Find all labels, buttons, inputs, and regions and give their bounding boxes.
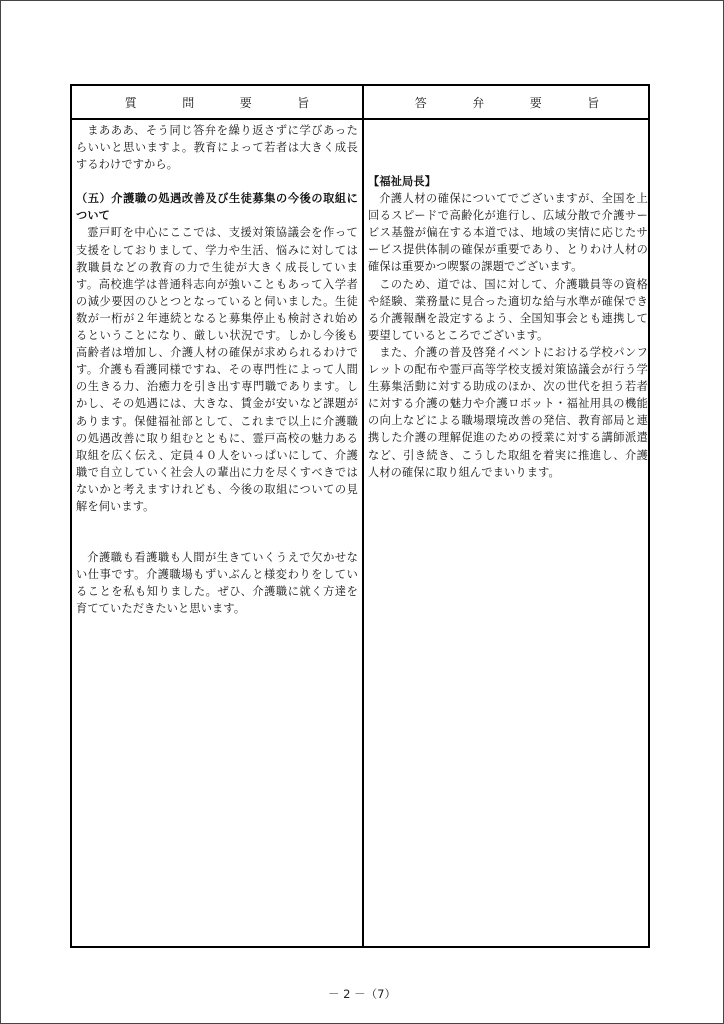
page-number: － 2 －（7） xyxy=(328,987,396,1001)
header-char: 答 xyxy=(414,95,427,110)
header-answer-summary xyxy=(392,86,622,118)
header-char: 問 xyxy=(182,95,195,110)
header-char: 要 xyxy=(529,95,542,110)
question-paragraph: 霊戸町を中心にここでは、支援対策協議会を作って支援をしておりまして、学力や生活、悩みに対しては教職員などの教育の力で生徒が大きく成長しています。高校進学は普通科志向が強いこともあって入学者の減少要因のひとつとなっていると伺いました。生徒数が一桁が２年連続となると募集停止も検討され始めるということになり、厳しい状況です。しかし今後も高齢者は増加し、介護人材の確保が求められるわけです。介護も看護同様ですね、その専門性によって人間の生きる力、治癒力を引き出す専門職であります。しかし、その処遇には、大きな、賃金が安いなど課題があります。保健福祉部として、これまで以上に介護職の処遇改善に取り組むとともに、霊戸高校の魅力ある取組を広く伝え、定員４０人をいっぱいにして、介護職で自立していく社会人の輩出に力を尽くすべきではないかと考えますけれども、今後の取組についての見解を伺います。 xyxy=(76,226,358,513)
header-char: 旨 xyxy=(587,95,600,110)
answer-heading: 【福祉局長】 xyxy=(368,175,437,188)
answer-paragraph: また、介護の普及啓発イベントにおける学校パンフレットの配布や霊戸高等学校支援対策協議会が行う学生募集活動に対する助成のほか、次の世代を担う若者に対する介護の魅力や介護ロボット・福祉用具の機能の向上などによる職場環境改善の発信、教育部局と連携した介護の理解促進のための授業に対する講師派遣など、引き続き、こうした取組を着実に推進し、介護人材の確保に取り組んでまいります。 xyxy=(368,345,648,479)
header-char: 要 xyxy=(239,95,252,110)
answer-column xyxy=(368,122,648,481)
header-char: 弁 xyxy=(472,95,485,110)
column-divider xyxy=(362,86,364,946)
question-column xyxy=(76,122,358,617)
question-heading: （五）介護職の処遇改善及び生徒募集の今後の取組について xyxy=(76,192,358,223)
question-closing-paragraph: 介護職も看護職も人間が生きていくうえで欠かせない仕事です。介護職場もずいぶんと様変わりをしていることを私も知りました。ぜひ、介護職に就く方達を育てていただきたいと思います。 xyxy=(76,551,358,616)
table-header-row xyxy=(72,86,648,120)
answer-paragraph: 介護人材の確保についてでございますが、全国を上回るスピードで高齢化が進行し、広域分散で介護サービス基盤が偏在する本道では、地域の実情に応じたサービス提供体制の確保が重要であり、とりわけ人材の確保は重要かつ喫緊の課題でございます。 xyxy=(368,192,648,274)
minutes-table xyxy=(70,84,650,948)
header-char: 質 xyxy=(124,95,137,110)
question-intro-paragraph: まあああ、そう同じ答弁を繰り返さずに学びあったらいいと思いますよ。教育によって若者は大きく成長するわけですから。 xyxy=(76,124,358,172)
header-char: 旨 xyxy=(297,95,310,110)
header-question-summary xyxy=(102,86,332,118)
answer-paragraph: このため、道では、国に対して、介護職員等の資格や経験、業務量に見合った適切な給与水準が確保できる介護報酬を設定するよう、全国知事会とも連携して要望しているところでございます。 xyxy=(368,277,648,342)
